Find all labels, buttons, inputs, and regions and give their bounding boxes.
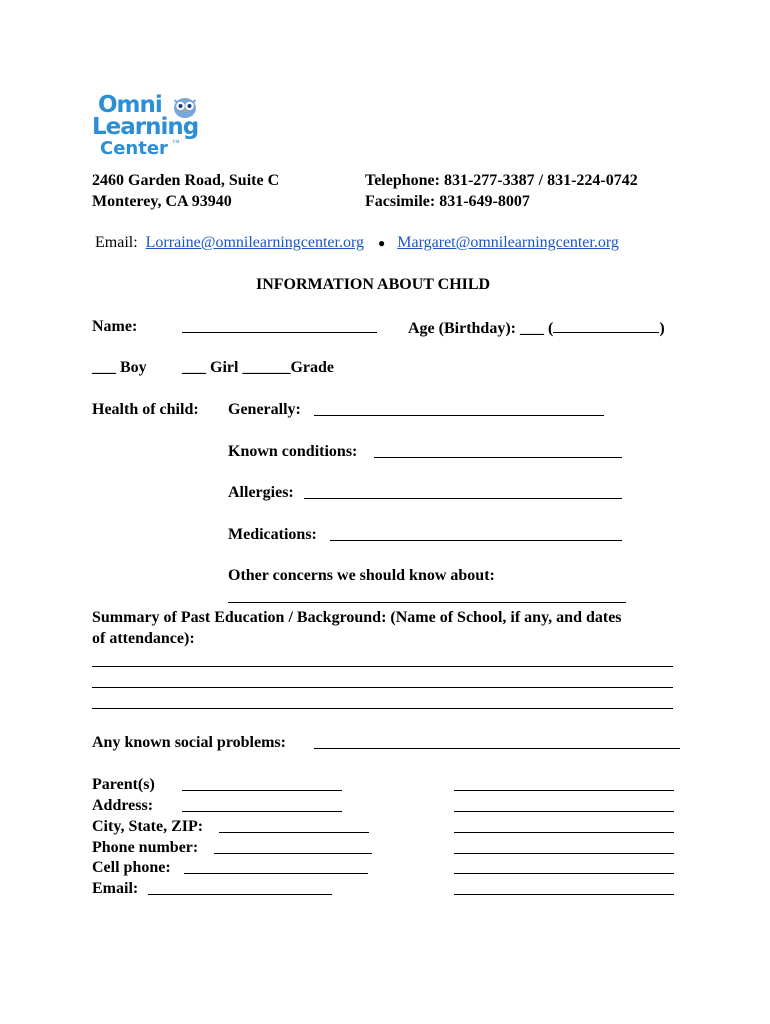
parent-1-field[interactable] [182,776,342,791]
cell-phone-1-field[interactable] [184,859,368,874]
email-label: Email: [95,234,138,251]
logo-line-omni: Omni [98,92,162,118]
girl-grade-option[interactable]: ___ Girl ______Grade [182,359,334,376]
city-state-zip-1-field[interactable] [219,818,369,833]
bullet-icon: ● [378,236,386,250]
age-label: Age (Birthday): ___ ( [408,320,554,337]
phone-number-label: Phone number: [92,839,199,856]
email-1-field[interactable] [148,880,332,895]
allergies-label: Allergies: [228,484,294,501]
email-row [95,233,619,253]
city-state-zip-label: City, State, ZIP: [92,818,204,835]
allergies-field[interactable] [304,484,622,499]
summary-field-line-3[interactable] [92,694,673,709]
cell-phone-label: Cell phone: [92,859,171,876]
health-label: Health of child: [92,401,199,418]
social-problems-label: Any known social problems: [92,734,286,751]
medications-field[interactable] [330,526,622,541]
generally-label: Generally: [228,401,301,418]
email-2-field[interactable] [454,880,674,895]
generally-field[interactable] [314,401,604,416]
summary-line-2: of attendance): [92,630,195,647]
address-line-1: 2460 Garden Road, Suite C [92,172,280,189]
logo-line-center: Center [100,138,168,159]
telephone: Telephone: 831-277-3387 / 831-224-0742 [365,172,638,189]
email-link-lorraine[interactable]: Lorraine@omnilearningcenter.org [145,234,365,251]
name-field[interactable] [182,318,377,333]
other-concerns-label: Other concerns we should know about: [228,567,495,584]
social-problems-field[interactable] [314,734,680,749]
other-concerns-field[interactable] [228,588,626,603]
omni-learning-center-logo [92,90,222,160]
address-2-field[interactable] [454,797,674,812]
facsimile: Facsimile: 831-649-8007 [365,193,530,210]
email-link-margaret[interactable]: Margaret@omnilearningcenter.org [397,234,619,251]
summary-line-1: Summary of Past Education / Background: (Name of School, if any, and dates [92,609,622,626]
address-line-2: Monterey, CA 93940 [92,193,232,210]
logo-trademark: ™ [172,138,180,147]
cell-phone-2-field[interactable] [454,859,674,874]
summary-field-line-2[interactable] [92,673,673,688]
form-title: INFORMATION ABOUT CHILD [256,276,491,293]
city-state-zip-2-field[interactable] [454,818,674,833]
age-close-paren: ) [659,320,665,337]
boy-option[interactable]: ___ Boy [92,359,147,376]
age-birthday-label [408,317,665,338]
birthday-field[interactable] [553,317,659,333]
summary-field-line-1[interactable] [92,652,673,667]
known-conditions-label: Known conditions: [228,443,358,460]
address-label: Address: [92,797,154,814]
address-1-field[interactable] [182,797,342,812]
phone-number-2-field[interactable] [454,839,674,854]
parents-label: Parent(s) [92,776,155,793]
logo-line-learning: Learning [92,114,199,140]
medications-label: Medications: [228,526,317,543]
email-label-parent: Email: [92,880,139,897]
phone-number-1-field[interactable] [214,839,372,854]
known-conditions-field[interactable] [374,443,622,458]
parent-2-field[interactable] [454,776,674,791]
name-label: Name: [92,318,138,335]
